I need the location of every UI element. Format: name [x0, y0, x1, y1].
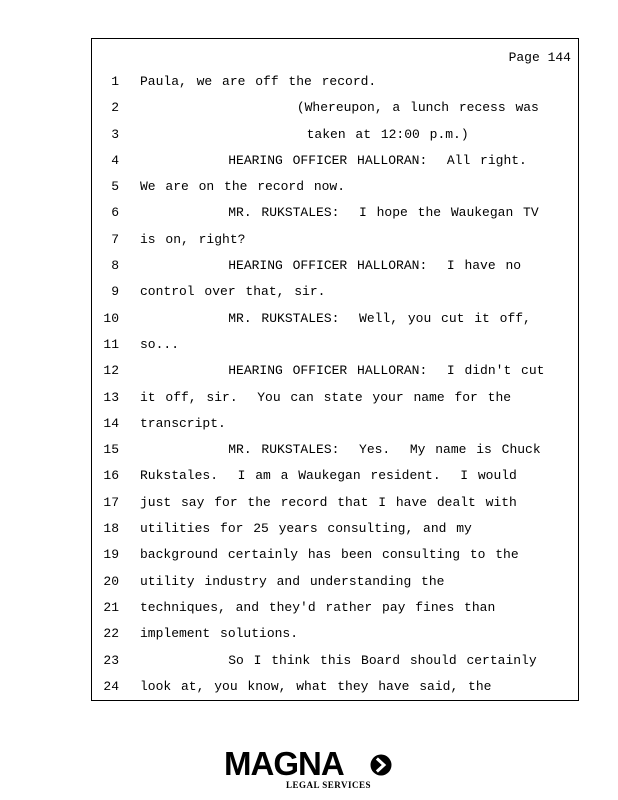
line-text: MR. RUKSTALES: Yes. My name is Chuck: [140, 442, 541, 458]
transcript-line: [92, 411, 578, 437]
line-number: 8: [111, 258, 119, 274]
transcript-line: [92, 253, 578, 279]
transcript-page: [91, 38, 579, 701]
transcript-line: [92, 227, 578, 253]
line-number: 17: [103, 494, 119, 510]
line-number: 15: [103, 442, 119, 458]
line-text: background certainly has been consulting to the: [140, 547, 519, 563]
line-text: look at, you know, what they have said, the: [140, 678, 492, 694]
transcript-line: [92, 569, 578, 595]
line-number: 11: [103, 336, 119, 352]
line-number: 13: [103, 389, 119, 405]
line-number: 7: [111, 231, 119, 247]
line-text: HEARING OFFICER HALLORAN: I have no: [140, 258, 522, 274]
line-text: implement solutions.: [140, 626, 299, 642]
line-text: HEARING OFFICER HALLORAN: I didn't cut: [140, 363, 545, 379]
line-number: 3: [111, 126, 119, 142]
transcript-line: [92, 385, 578, 411]
transcript-line: [92, 648, 578, 674]
line-text: is on, right?: [140, 231, 246, 247]
transcript-line: [92, 595, 578, 621]
transcript-line: [92, 674, 578, 700]
transcript-line: [92, 358, 578, 384]
line-number: 19: [103, 547, 119, 563]
line-text: it off, sir. You can state your name for the: [140, 389, 512, 405]
logo-subtitle: LEGAL SERVICES: [286, 780, 371, 790]
line-text: Rukstales. I am a Waukegan resident. I would: [140, 468, 517, 484]
transcript-line: [92, 463, 578, 489]
line-number: 21: [103, 599, 119, 615]
line-text: We are on the record now.: [140, 179, 346, 195]
transcript-line: [92, 306, 578, 332]
transcript-line: [92, 279, 578, 305]
line-text: control over that, sir.: [140, 284, 326, 300]
line-text: just say for the record that I have dealt with: [140, 494, 517, 510]
line-number: 4: [111, 152, 119, 168]
transcript-line: [92, 542, 578, 568]
line-text: (Whereupon, a lunch recess was: [140, 100, 539, 116]
transcript-line: [92, 122, 578, 148]
line-text: taken at 12:00 p.m.): [140, 126, 469, 142]
line-number: 14: [103, 415, 119, 431]
line-number: 22: [103, 626, 119, 642]
transcript-line: [92, 516, 578, 542]
line-number: 5: [111, 179, 119, 195]
line-text: utilities for 25 years consulting, and my: [140, 521, 472, 537]
line-text: utility industry and understanding the: [140, 573, 445, 589]
transcript-line: [92, 69, 578, 95]
line-number: 12: [103, 363, 119, 379]
transcript-line: [92, 437, 578, 463]
transcript-line: [92, 174, 578, 200]
transcript-line: [92, 95, 578, 121]
line-number: 23: [103, 652, 119, 668]
chevron-right-circle-icon: [370, 754, 392, 776]
line-number: 2: [111, 100, 119, 116]
line-number: 6: [111, 205, 119, 221]
transcript-line: [92, 621, 578, 647]
line-text: so...: [140, 336, 180, 352]
line-text: Paula, we are off the record.: [140, 74, 377, 89]
line-text: MR. RUKSTALES: I hope the Waukegan TV: [140, 205, 539, 221]
line-text: HEARING OFFICER HALLORAN: All right.: [140, 152, 527, 168]
line-text: So I think this Board should certainly: [140, 652, 537, 668]
transcript-line: [92, 332, 578, 358]
line-number: 10: [103, 310, 119, 326]
transcript-line: [92, 148, 578, 174]
magna-logo: [224, 746, 404, 792]
line-number: 18: [103, 521, 119, 537]
line-text: MR. RUKSTALES: Well, you cut it off,: [140, 310, 531, 326]
line-number: 9: [111, 284, 119, 300]
transcript-line: [92, 490, 578, 516]
line-number: 20: [103, 573, 119, 589]
line-number: 1: [111, 74, 119, 89]
line-text: transcript.: [140, 415, 226, 431]
logo-wordmark: MAGNA: [224, 745, 344, 782]
line-number: 16: [103, 468, 119, 484]
line-number: 24: [103, 678, 119, 694]
line-text: techniques, and they'd rather pay fines than: [140, 599, 496, 615]
page-number: Page 144: [508, 50, 571, 65]
transcript-line: [92, 200, 578, 226]
transcript-lines: [92, 69, 578, 700]
